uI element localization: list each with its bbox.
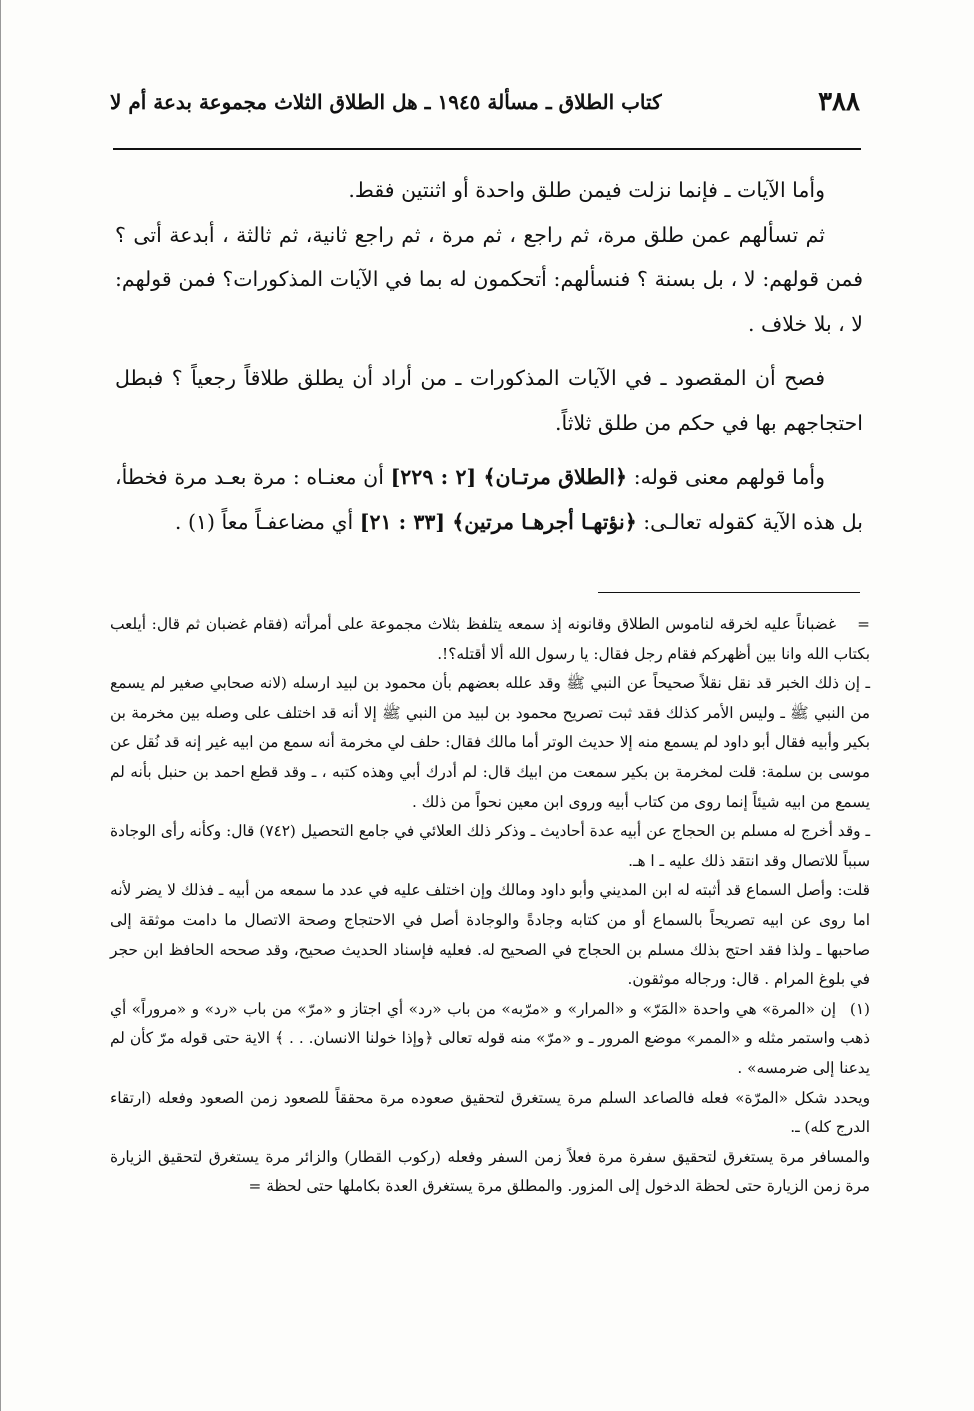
header-rule xyxy=(113,148,861,150)
main-text xyxy=(115,168,863,554)
footnote-ref-1: (١) . xyxy=(174,509,215,534)
footnote-1 xyxy=(110,995,870,1084)
footnote-text-2: ـ إن ذلك الخبر قد نقل نقلاً صحيحاً عن النبي ﷺ وقد علله بعضهم بأن محمود بن لبيد ارسله (لانه صحابي صغير لم يسمع من النبي ﷺ ـ وليس الأمر كذلك فقد ثبت تصريح محمود بن لبيد من النبي ﷺ إلا أنه قد اختلف على وصله بين مخرمة بن بكير وأبيه فقال أبو داود لم يسمع منه إلا حديث الوتر أما مالك فقال: حلف لي مخرمة أنه سمع من ابيه غير إنه قد نُقل عن موسى بن سلمة: قلت لمخرمة بن بكير سمعت من ابيك قال: لم أدرك أبي وهذه كتبه ، ـ وقد قطع احمد بن حنبل بأنه لم يسمع من ابيه شيئاً إنما روى من كتاب أبيه وروى ابن معين نحواً من ذلك . xyxy=(110,674,870,811)
paragraph-2 xyxy=(115,213,863,347)
page-edge xyxy=(0,0,7,1411)
paragraph-3-text: فصح أن المقصود ـ في الآيات المذكورات ـ من أراد أن يطلق طلاقاً رجعياً ؟ فبطل احتجاجهم بها في حكم من طلق ثلاثاً. xyxy=(115,366,863,435)
footnote-separator xyxy=(598,592,860,593)
footnote-text-1: غضباناً عليه لخرقه لناموس الطلاق وقانونه إذ سمعه يتلفظ بثلاث مجموعة على أمرأته (فقام غضبان ثم قال: أيلعب بكتاب الله وانا بين أظهركم فقام رجل فقال: يا رسول الله ألا أقتله؟!. xyxy=(110,615,870,663)
page-number: ٣٨٨ xyxy=(818,87,860,117)
paragraph-4-text-c: أي مضاعفـاً معاً xyxy=(214,509,360,534)
paragraph-4 xyxy=(115,455,863,544)
footnote-text-4: قلت: وأصل السماع قد أثبته له ابن المديني وأبو داود ومالك وإن اختلف عليه في عدد ما سمعه من أبيه ـ فذلك لا يضر لأنه اما روى عن ابيه تصريحاً بالسماع أو من كتابه وجادةً والوجادة أصل في الاحتجاج وصحة الاتصال ما دامت موثقة إلى صاحبها ـ ولذا فقد احتج بذلك مسلم بن الحجاج في الصحيح له. فعليه فإسناد الحديث صحيح، وقد صححه الحافظ ابن حجر في بلوغ المرام . قال: ورجاله موثقون. xyxy=(110,881,870,989)
paragraph-1 xyxy=(115,168,863,213)
footnote-text-6: ويحدد شكل «المرّة» فعله فالصاعد السلم مرة يستغرق لتحقيق صعوده مرة محققاً للصعود زمن الصعود وفعله (ارتقاء الدرج كله) ـ. xyxy=(110,1088,870,1137)
footnote-text-5: إن «المرة» هي واحدة «المَرّ» و «المرار» و «مرّبه» من باب «رد» أي اجتاز و «مرّ» من باب «رد» و «مروراً» أي ذهب واستمر مثله و «الممر» موضع المرور ـ و «مرّ» منه قوله تعالى ﴿وإذا خولنا الانسان. . . ﴾ الاية حتى قوله مرّ كأن لم يدعنا إلى ضرمسه» . xyxy=(110,999,870,1077)
paragraph-3 xyxy=(115,356,863,445)
paragraph-2-text: ثم تسألهم عمن طلق مرة، ثم راجع ، ثم مرة ، ثم راجع ثانية، ثم ثالثة ، أبدعة أتى ؟ فمن قولهم: لا ، بل بسنة ؟ فنسألهم: أتحكمون له بما في الآيات المذكورات؟ فمن قولهم: لا ، بلا خلاف . xyxy=(115,222,863,336)
footnote-block-4 xyxy=(110,876,870,994)
page-header xyxy=(110,84,860,124)
footnote-continuation xyxy=(110,610,870,669)
footnote-block-7 xyxy=(110,1143,870,1202)
footnote-text-7: والمسافر مرة يستغرق لتحقيق سفرة مرة فعلاً زمن السفر وفعله (ركوب القطار) والزائر مرة يستغرق لتحقيق الزيارة مرة زمن الزيارة حتى لحظة الدخول إلى المزور. والمطلق مرة يستغرق العدة بكاملها حتى لحظة = xyxy=(110,1147,870,1196)
quran-quote-2: ﴿نؤتهـا أجرهـا مرتين﴾ [٣٣ : ٢١] xyxy=(359,509,637,534)
paragraph-4-text-a: وأما قولهم معنى قوله: xyxy=(627,465,826,489)
footnote-block-2 xyxy=(110,669,870,817)
continuation-mark: = xyxy=(857,615,870,633)
footnote-block-3 xyxy=(110,817,870,876)
running-title: كتاب الطلاق ـ مسألة ١٩٤٥ ـ هل الطلاق الثلاث مجموعة بدعة أم لا xyxy=(110,90,662,114)
footnote-block-6 xyxy=(110,1084,870,1143)
paragraph-4-text-b: أن معنـاه : مرة بعـد مرة فخطأ، بل هذه الآية كقوله تعالـى: xyxy=(115,465,863,534)
footnote-text-3: ـ وقد أخرج له مسلم بن الحجاج عن أبيه عدة أحاديث ـ وذكر ذلك العلائي في جامع التحصيل (٧٤٢) قال: وكأنه رأى الوجادة سبباً للاتصال وقد انتقد ذلك عليه ـ ا هـ. xyxy=(110,822,870,870)
paragraph-1-text: وأما الآيات ـ فإنما نزلت فيمن طلق واحدة أو اثنتين فقط. xyxy=(348,178,825,202)
quran-quote-1: ﴿الطلاق مرتـان﴾ [٢ : ٢٢٩] xyxy=(390,465,628,489)
footnote-number: (١) xyxy=(849,999,870,1018)
footnotes xyxy=(110,610,870,1202)
